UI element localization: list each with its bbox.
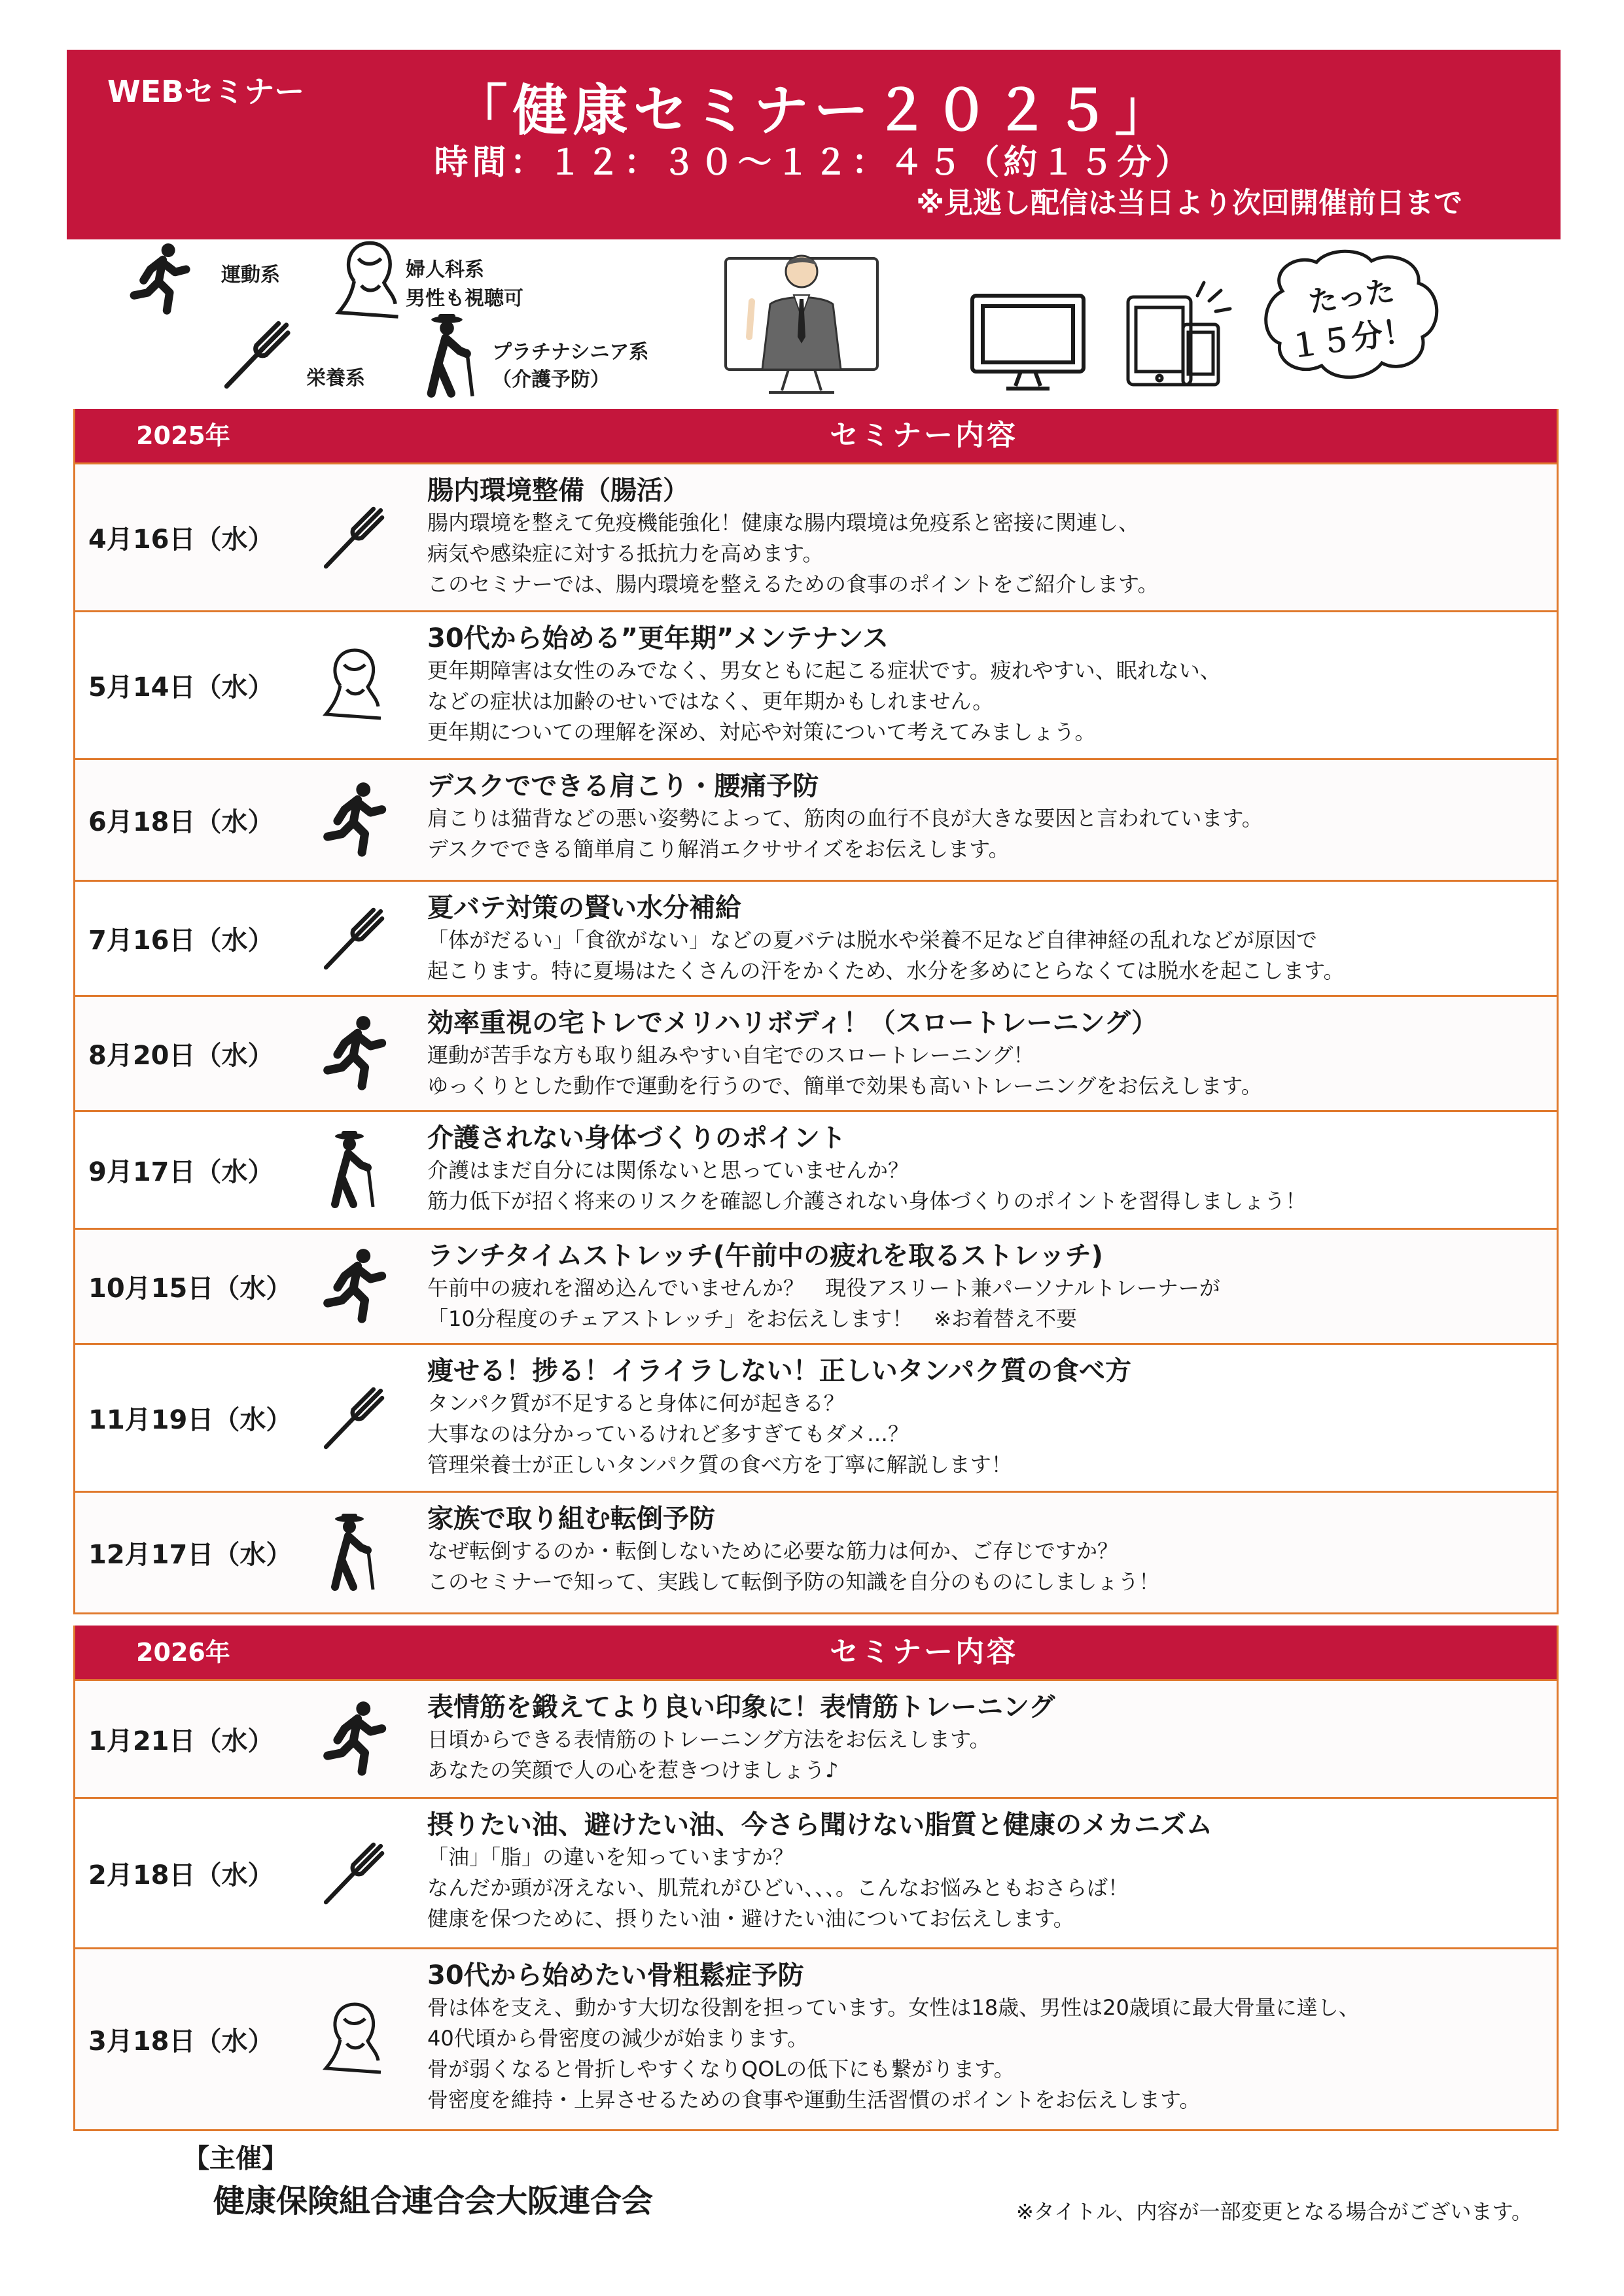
seminar-description-line: 日頃からできる表情筋のトレーニング方法をお伝えします。 (427, 1727, 991, 1752)
seminar-description-line: 管理栄養士が正しいタンパク質の食べ方を丁寧に解説します！ (427, 1452, 1012, 1477)
woman-icon (317, 646, 389, 725)
online-lecturer-icon (723, 239, 880, 399)
seminar-description-line: 腸内環境を整えて免疫機能強化！健康な腸内環境は免疫系と密接に関連し、 (427, 510, 1140, 535)
legend-gyn-line1: 婦人科系 (406, 258, 484, 281)
table-row (75, 462, 1557, 610)
seminar-description-line: 肩こりは猫背などの悪い姿勢によって、筋肉の血行不良が大きな要因と言われています。 (427, 806, 1263, 831)
seminar-date: 1月21日（水） (88, 1726, 274, 1756)
seminar-description-line: タンパク質が不足すると身体に何が起きる？ (427, 1391, 845, 1416)
woman-icon (332, 239, 404, 324)
year-heading: 2026年 (136, 1638, 230, 1667)
woman-icon (317, 2000, 389, 2079)
replay-note: ※見逃し配信は当日より次回開催前日まで (916, 186, 1462, 220)
seminar-description-line: あなたの笑顔で人の心を惹きつけましょう♪ (427, 1758, 839, 1783)
runner-icon (124, 242, 193, 317)
seminar-time: 時間：１２：３０～１２：４５（約１５分） (434, 143, 1193, 183)
runner-icon (317, 1247, 389, 1326)
seminar-body (427, 1808, 1544, 1934)
legend-nutrition: 栄養系 (306, 367, 365, 390)
runner-icon (317, 1700, 389, 1779)
seminar-date: 8月20日（水） (88, 1041, 274, 1071)
seminar-title: 摂りたい油、避けたい油、今さら聞けない脂質と健康のメカニズム (427, 1810, 1212, 1840)
seminar-date: 7月16日（水） (88, 926, 274, 956)
seminar-title: 腸内環境整備（腸活） (427, 476, 689, 506)
seminar-date: 9月17日（水） (88, 1157, 274, 1187)
seminar-description-line: 大事なのは分かっているけれど多すぎてもダメ…？ (427, 1421, 909, 1446)
seminar-title: ランチタイムストレッチ(午前中の疲れを取るストレッチ) (427, 1241, 1103, 1271)
seminar-description-line: このセミナーでは、腸内環境を整えるための食事のポイントをご紹介します。 (427, 572, 1159, 597)
seminar-description-line: 「体がだるい」「食欲がない」などの夏バテは脱水や栄養不足など自律神経の乱れなどが原因で (427, 928, 1318, 952)
table-header (75, 1626, 1557, 1679)
table-row (75, 1343, 1557, 1491)
seminar-description-line: 骨が弱くなると骨折しやすくなりQOLの低下にも繋がります。 (427, 2057, 1015, 2081)
seminar-title: 介護されない身体づくりのポイント (427, 1123, 846, 1153)
seminar-description-line: 健康を保つために、摂りたい油・避けたい油についてお伝えします。 (427, 1906, 1074, 1931)
table-rows (75, 462, 1557, 1612)
seminar-date: 6月18日（水） (88, 807, 274, 837)
fork-icon (317, 498, 389, 577)
page-title: 「健康セミナー２０２５」 (452, 78, 1175, 143)
seminar-title: 表情筋を鍛えてより良い印象に！表情筋トレーニング (427, 1692, 1055, 1722)
fork-icon (317, 1379, 389, 1457)
seminar-date: 2月18日（水） (88, 1860, 274, 1890)
seminar-body (427, 1121, 1544, 1217)
seminar-title: 痩せる！捗る！イライラしない！正しいタンパク質の食べ方 (427, 1356, 1131, 1386)
table-row (75, 610, 1557, 758)
seminar-description-line: 筋力低下が招く将来のリスクを確認し介護されない身体づくりのポイントを習得しましょう！ (427, 1189, 1307, 1213)
seminar-body (427, 621, 1544, 748)
seminar-description-line: デスクでできる簡単肩こり解消エクササイズをお伝えします。 (427, 837, 1010, 861)
fork-icon (317, 1834, 389, 1913)
bubble-line1: たった (1306, 274, 1397, 319)
seminar-description-line: 更年期についての理解を深め、対応や対策について考えてみましょう。 (427, 720, 1096, 744)
seminar-description-line: 運動が苦手な方も取り組みやすい自宅でのスロートレーニング！ (427, 1043, 1034, 1068)
seminar-description-line: 「10分程度のチェアストレッチ」をお伝えします！ ※お着替え不要 (427, 1306, 1077, 1331)
seminar-body (427, 1502, 1544, 1597)
seminar-description-line: 骨密度を維持・上昇させるための食事や運動生活習慣のポイントをお伝えします。 (427, 2087, 1201, 2112)
footer-note: ※タイトル、内容が一部変更となる場合がございます。 (1015, 2199, 1532, 2224)
organizer-name: 健康保険組合連合会大阪連合会 (213, 2183, 654, 2219)
fork-icon (317, 899, 389, 978)
legend-exercise: 運動系 (221, 264, 280, 287)
seminar-description-line: 40代頃から骨密度の減少が始まります。 (427, 2026, 809, 2051)
seminar-title: 効率重視の宅トレでメリハリボディ！（スロートレーニング） (427, 1008, 1157, 1038)
runner-icon (317, 1015, 389, 1093)
legend-senior-line2: （介護予防） (492, 368, 610, 391)
table-row (75, 1947, 1557, 2129)
seminar-body (427, 891, 1544, 986)
seminar-body (427, 474, 1544, 600)
seminar-body (427, 1354, 1544, 1480)
tablet-phone-icon (1124, 273, 1235, 391)
seminar-date: 4月16日（水） (88, 525, 274, 555)
table-row (75, 880, 1557, 995)
fork-icon (217, 314, 296, 396)
content-heading: セミナー内容 (830, 419, 1018, 452)
table-rows (75, 1679, 1557, 2129)
header-banner (67, 50, 1561, 239)
seminar-date: 12月17日（水） (88, 1540, 292, 1570)
seminar-description-line: 午前中の疲れを溜め込んでいませんか？ 現役アスリート兼パーソナルトレーナーが (427, 1276, 1220, 1300)
table-header (75, 409, 1557, 462)
speech-bubble-icon (1256, 245, 1446, 392)
seminar-description-line: なんだか頭が冴えない、肌荒れがひどい、、、。こんなお悩みともおさらば！ (427, 1875, 1129, 1900)
seminar-description-line: なぜ転倒するのか・転倒しないために必要な筋力は何か、ご存じですか？ (427, 1539, 1119, 1563)
seminar-body (427, 1239, 1544, 1334)
table-row (75, 1228, 1557, 1343)
table-row (75, 995, 1557, 1110)
schedule-table-2026 (73, 1626, 1559, 2131)
seminar-description-line: などの症状は加齢のせいではなく、更年期かもしれません。 (427, 689, 994, 714)
seminar-date: 11月19日（水） (88, 1405, 292, 1435)
seminar-date: 5月14日（水） (88, 672, 274, 703)
seminar-description-line: 「油」「脂」の違いを知っていますか？ (427, 1845, 794, 1870)
seminar-tag: WEBセミナー (107, 74, 305, 109)
table-row (75, 1679, 1557, 1797)
bubble-line2: １５分！ (1286, 311, 1417, 366)
table-row (75, 1797, 1557, 1947)
seminar-description-line: 更年期障害は女性のみでなく、男女ともに起こる症状です。疲れやすい、眠れない、 (427, 658, 1221, 683)
table-row (75, 1491, 1557, 1612)
seminar-title: デスクでできる肩こり・腰痛予防 (427, 771, 819, 801)
table-row (75, 758, 1557, 880)
legend-gyn-line2: 男性も視聴可 (406, 287, 523, 310)
seminar-title: 30代から始める”更年期”メンテナンス (427, 623, 889, 653)
senior-icon (414, 314, 489, 399)
legend-senior-line1: プラチナシニア系 (492, 341, 649, 364)
seminar-description-line: 起こります。特に夏場はたくさんの汗をかくため、水分を多めにとらなくては脱水を起こします。 (427, 958, 1345, 983)
monitor-icon (970, 293, 1086, 391)
schedule-table-2025 (73, 409, 1559, 1614)
seminar-body (427, 769, 1544, 865)
seminar-body (427, 1690, 1544, 1786)
seminar-description-line: 骨は体を支え、動かす大切な役割を担っています。女性は18歳、男性は20歳頃に最大骨量に達し、 (427, 1995, 1360, 2020)
seminar-description-line: 病気や感染症に対する抵抗力を高めます。 (427, 541, 824, 566)
organizer-label: 【主催】 (183, 2144, 288, 2174)
seminar-body (427, 1006, 1544, 1102)
table-row (75, 1110, 1557, 1228)
seminar-description-line: このセミナーで知って、実践して転倒予防の知識を自分のものにしましょう！ (427, 1569, 1160, 1594)
seminar-title: 30代から始めたい骨粗鬆症予防 (427, 1960, 804, 1991)
runner-icon (317, 781, 389, 860)
seminar-title: 夏バテ対策の賢い水分補給 (427, 893, 741, 923)
seminar-date: 3月18日（水） (88, 2026, 274, 2057)
seminar-description-line: ゆっくりとした動作で運動を行うので、簡単で効果も高いトレーニングをお伝えします。 (427, 1073, 1262, 1098)
seminar-description-line: 介護はまだ自分には関係ないと思っていませんか？ (427, 1158, 909, 1183)
senior-icon (317, 1514, 389, 1592)
seminar-date: 10月15日（水） (88, 1274, 292, 1304)
seminar-body (427, 1958, 1544, 2115)
year-heading: 2025年 (136, 421, 230, 450)
senior-icon (317, 1131, 389, 1209)
seminar-title: 家族で取り組む転倒予防 (427, 1504, 715, 1534)
content-heading: セミナー内容 (830, 1635, 1018, 1669)
